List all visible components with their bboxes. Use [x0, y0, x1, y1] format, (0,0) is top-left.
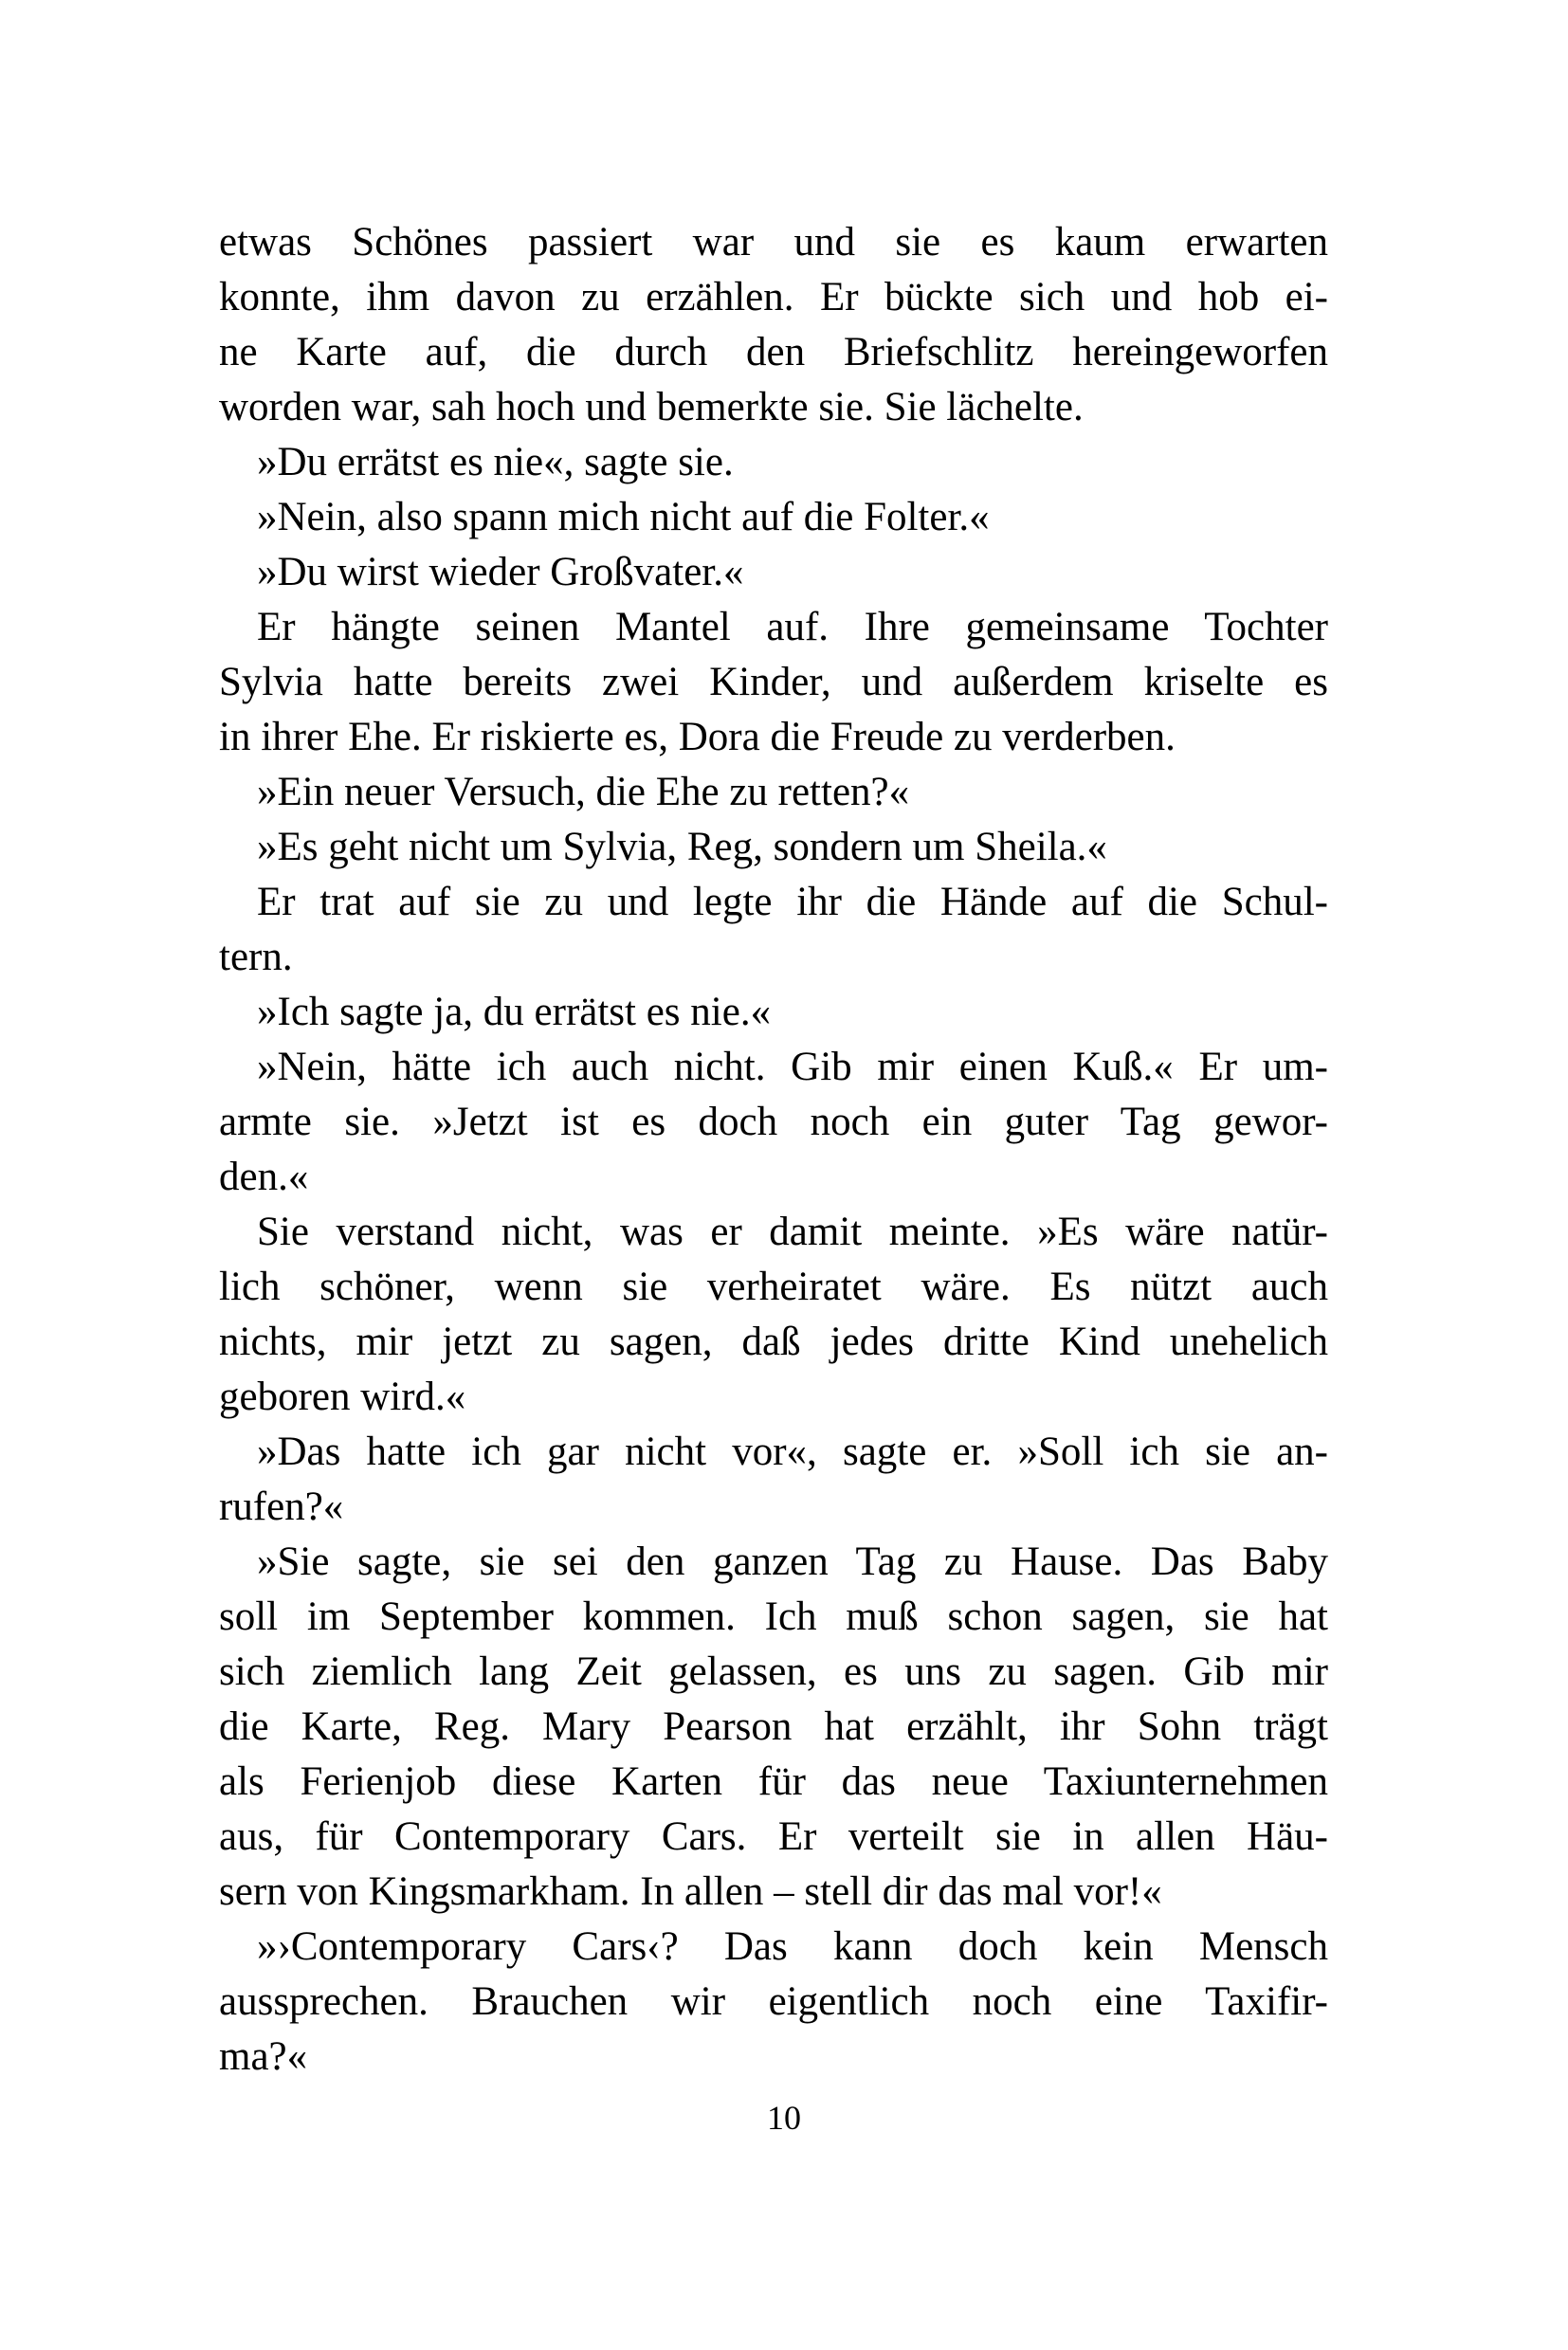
text-line: aus, für Contemporary Cars. Er verteilt sie in allen Häu- [219, 1814, 1328, 1859]
page-number: 10 [767, 2099, 801, 2137]
text-line: nichts, mir jetzt zu sagen, daß jedes dritte Kind unehelich [219, 1320, 1328, 1364]
text-line: ne Karte auf, die durch den Briefschlitz hereingeworfen [219, 330, 1328, 374]
text-line: Sie verstand nicht, was er damit meinte. »Es wäre natür- [257, 1210, 1328, 1254]
text-line: Er trat auf sie zu und legte ihr die Hände auf die Schul- [257, 880, 1328, 924]
text-line: als Ferienjob diese Karten für das neue Taxiunternehmen [219, 1759, 1328, 1804]
text-line: die Karte, Reg. Mary Pearson hat erzählt, ihr Sohn trägt [219, 1704, 1328, 1749]
text-line: »›Contemporary Cars‹? Das kann doch kein Mensch [257, 1924, 1328, 1969]
text-line: »Ein neuer Versuch, die Ehe zu retten?« [257, 770, 910, 814]
text-line: soll im September kommen. Ich muß schon sagen, sie hat [219, 1594, 1328, 1639]
text-line: »Das hatte ich gar nicht vor«, sagte er. »Soll ich sie an- [257, 1430, 1328, 1474]
text-line: ma?« [219, 2034, 308, 2079]
text-line: Sylvia hatte bereits zwei Kinder, und außerdem kriselte es [219, 660, 1328, 704]
text-line: Er hängte seinen Mantel auf. Ihre gemeinsame Tochter [257, 605, 1328, 649]
text-line: lich schöner, wenn sie verheiratet wäre. Es nützt auch [219, 1265, 1328, 1309]
text-line: konnte, ihm davon zu erzählen. Er bückte sich und hob ei- [219, 275, 1328, 319]
text-line: »Du wirst wieder Großvater.« [257, 550, 744, 594]
text-line: rufen?« [219, 1485, 344, 1529]
text-line: sich ziemlich lang Zeit gelassen, es uns zu sagen. Gib mir [219, 1649, 1328, 1694]
text-line: »Du errätst es nie«, sagte sie. [257, 440, 734, 484]
text-line: in ihrer Ehe. Er riskierte es, Dora die Freude zu verderben. [219, 715, 1176, 759]
text-line: »Sie sagte, sie sei den ganzen Tag zu Hause. Das Baby [257, 1539, 1328, 1584]
text-line: aussprechen. Brauchen wir eigentlich noch eine Taxifir- [219, 1979, 1328, 2024]
text-line: »Nein, also spann mich nicht auf die Folter.« [257, 495, 990, 539]
text-line: den.« [219, 1155, 309, 1199]
text-line: armte sie. »Jetzt ist es doch noch ein guter Tag gewor- [219, 1100, 1328, 1144]
text-line: worden war, sah hoch und bemerkte sie. Sie lächelte. [219, 385, 1084, 429]
text-line: »Ich sagte ja, du errätst es nie.« [257, 990, 772, 1034]
text-line: tern. [219, 935, 293, 979]
text-line: etwas Schönes passiert war und sie es kaum erwarten [219, 220, 1328, 264]
body-text [219, 215, 1328, 2085]
text-line: »Es geht nicht um Sylvia, Reg, sondern um Sheila.« [257, 825, 1107, 869]
text-line: »Nein, hätte ich auch nicht. Gib mir einen Kuß.« Er um- [257, 1045, 1328, 1089]
text-line: geboren wird.« [219, 1375, 466, 1419]
text-line: sern von Kingsmarkham. In allen – stell dir das mal vor!« [219, 1869, 1162, 1914]
